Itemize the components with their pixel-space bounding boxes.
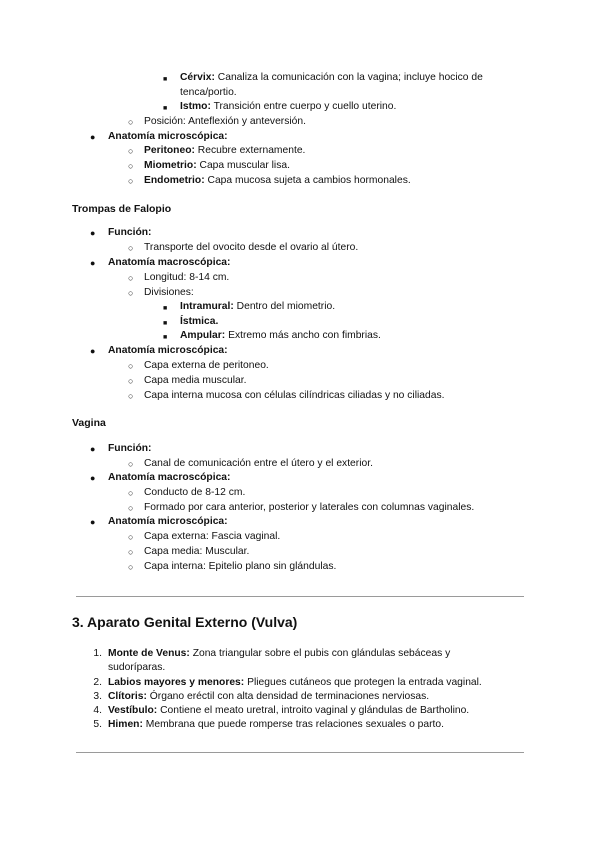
list-item-text: Contiene el meato uretral, introito vaginal y glándulas de Bartholino. — [160, 705, 470, 716]
list-item-text: Órgano eréctil con alta densidad de terminaciones nerviosas. — [149, 691, 430, 702]
conducto-item: Conducto de 8-12 cm. — [144, 487, 246, 498]
list-number: 5. — [93, 719, 102, 730]
circle-bullet-icon: ○ — [128, 391, 134, 401]
vulva-heading: 3. Aparato Genital Externo (Vulva) — [72, 614, 298, 630]
trompas-macro-heading — [108, 256, 230, 271]
list-item-text: Membrana que puede romperse tras relaciones sexuales o parto. — [145, 719, 444, 730]
intramural-item — [180, 300, 335, 315]
trompas-funcion-heading — [108, 226, 151, 241]
circle-bullet-icon: ○ — [128, 459, 134, 469]
trompas-funcion-text: Transporte del ovocito desde el ovario al útero. — [144, 242, 359, 253]
list-item-label: Himen: — [108, 719, 143, 730]
disc-bullet-icon: ● — [90, 132, 96, 142]
vestibulo-item — [108, 704, 469, 719]
circle-bullet-icon: ○ — [128, 503, 134, 513]
list-item-label: Vestíbulo: — [108, 705, 158, 716]
trompas-capa1: Capa externa de peritoneo. — [144, 360, 269, 371]
circle-bullet-icon: ○ — [128, 532, 134, 542]
ampular-text: Extremo más ancho con fimbrias. — [228, 330, 381, 341]
trompas-capa2: Capa media muscular. — [144, 375, 247, 386]
list-item-label: Monte de Venus: — [108, 648, 190, 659]
circle-bullet-icon: ○ — [128, 562, 134, 572]
list-number: 4. — [93, 705, 102, 716]
cervix-item-continued: tenca/portio. — [180, 87, 237, 98]
circle-bullet-icon: ○ — [128, 361, 134, 371]
list-item-text: Pliegues cutáneos que protegen la entrada vaginal. — [247, 677, 482, 688]
circle-bullet-icon: ○ — [128, 161, 134, 171]
disc-bullet-icon: ● — [90, 473, 96, 483]
clitoris-item — [108, 690, 429, 705]
circle-bullet-icon: ○ — [128, 488, 134, 498]
square-bullet-icon: ■ — [163, 76, 168, 83]
disc-bullet-icon: ● — [90, 444, 96, 454]
square-bullet-icon: ■ — [163, 320, 168, 327]
vagina-capa2: Capa media: Muscular. — [144, 546, 250, 557]
trompas-capa3: Capa interna mucosa con células cilíndricas ciliadas y no ciliadas. — [144, 390, 445, 401]
cervix-label: Cérvix: — [180, 72, 215, 83]
section-divider — [76, 752, 524, 753]
position-item: Posición: Anteflexión y anteversión. — [144, 116, 306, 127]
ampular-label: Ampular: — [180, 330, 226, 341]
square-bullet-icon: ■ — [163, 305, 168, 312]
formado-item: Formado por cara anterior, posterior y laterales con columnas vaginales. — [144, 502, 475, 513]
circle-bullet-icon: ○ — [128, 146, 134, 156]
peritoneo-label: Peritoneo: — [144, 145, 195, 156]
longitud-item: Longitud: 8-14 cm. — [144, 272, 230, 283]
circle-bullet-icon: ○ — [128, 243, 134, 253]
peritoneo-item — [144, 144, 305, 159]
monte-venus-item — [108, 647, 450, 662]
section-divider — [76, 596, 524, 597]
himen-item — [108, 718, 444, 733]
circle-bullet-icon: ○ — [128, 288, 134, 298]
vagina-micro-heading — [108, 515, 228, 530]
intramural-label: Intramural: — [180, 301, 234, 312]
peritoneo-text: Recubre externamente. — [197, 145, 306, 156]
istmica-label: Ístmica. — [180, 316, 219, 327]
circle-bullet-icon: ○ — [128, 117, 134, 127]
list-number: 3. — [93, 691, 102, 702]
ampular-item — [180, 329, 381, 344]
divisiones-item: Divisiones: — [144, 287, 194, 298]
uterus-micro-heading — [108, 130, 228, 145]
vagina-funcion-label: Función: — [108, 443, 152, 454]
vagina-capa3: Capa interna: Epitelio plano sin glándulas. — [144, 561, 337, 572]
miometrio-item — [144, 159, 290, 174]
cervix-text: Canaliza la comunicación con la vagina; incluye hocico de — [217, 72, 483, 83]
uterus-micro-label: Anatomía microscópica: — [108, 131, 228, 142]
square-bullet-icon: ■ — [163, 105, 168, 112]
list-item-label: Labios mayores y menores: — [108, 677, 245, 688]
labios-item — [108, 676, 482, 691]
vagina-micro-label: Anatomía microscópica: — [108, 516, 228, 527]
vagina-macro-label: Anatomía macroscópica: — [108, 472, 231, 483]
square-bullet-icon: ■ — [163, 334, 168, 341]
disc-bullet-icon: ● — [90, 517, 96, 527]
istmica-item — [180, 315, 218, 330]
trompas-funcion-label: Función: — [108, 227, 152, 238]
circle-bullet-icon: ○ — [128, 176, 134, 186]
istmo-text: Transición entre cuerpo y cuello uterino. — [213, 101, 397, 112]
miometrio-label: Miometrio: — [144, 160, 197, 171]
endometrio-label: Endometrio: — [144, 175, 205, 186]
cervix-item — [180, 71, 483, 86]
trompas-heading: Trompas de Falopio — [72, 203, 172, 215]
miometrio-text: Capa muscular lisa. — [199, 160, 290, 171]
monte-venus-continued: sudoríparas. — [108, 662, 166, 673]
list-item-label: Clítoris: — [108, 691, 147, 702]
istmo-label: Istmo: — [180, 101, 211, 112]
intramural-text: Dentro del miometrio. — [236, 301, 336, 312]
circle-bullet-icon: ○ — [128, 547, 134, 557]
vagina-macro-heading — [108, 471, 230, 486]
disc-bullet-icon: ● — [90, 228, 96, 238]
vagina-heading: Vagina — [72, 417, 106, 429]
circle-bullet-icon: ○ — [128, 376, 134, 386]
disc-bullet-icon: ● — [90, 346, 96, 356]
istmo-item — [180, 100, 396, 115]
list-item-text: Zona triangular sobre el pubis con glándulas sebáceas y — [192, 648, 451, 659]
endometrio-item — [144, 174, 411, 189]
trompas-micro-label: Anatomía microscópica: — [108, 345, 228, 356]
disc-bullet-icon: ● — [90, 258, 96, 268]
trompas-micro-heading — [108, 344, 228, 359]
endometrio-text: Capa mucosa sujeta a cambios hormonales. — [207, 175, 411, 186]
vagina-capa1: Capa externa: Fascia vaginal. — [144, 531, 281, 542]
trompas-macro-label: Anatomía macroscópica: — [108, 257, 231, 268]
vagina-funcion-heading — [108, 442, 151, 457]
list-number: 2. — [93, 677, 102, 688]
list-number: 1. — [93, 648, 102, 659]
circle-bullet-icon: ○ — [128, 273, 134, 283]
vagina-funcion-text: Canal de comunicación entre el útero y el exterior. — [144, 458, 373, 469]
